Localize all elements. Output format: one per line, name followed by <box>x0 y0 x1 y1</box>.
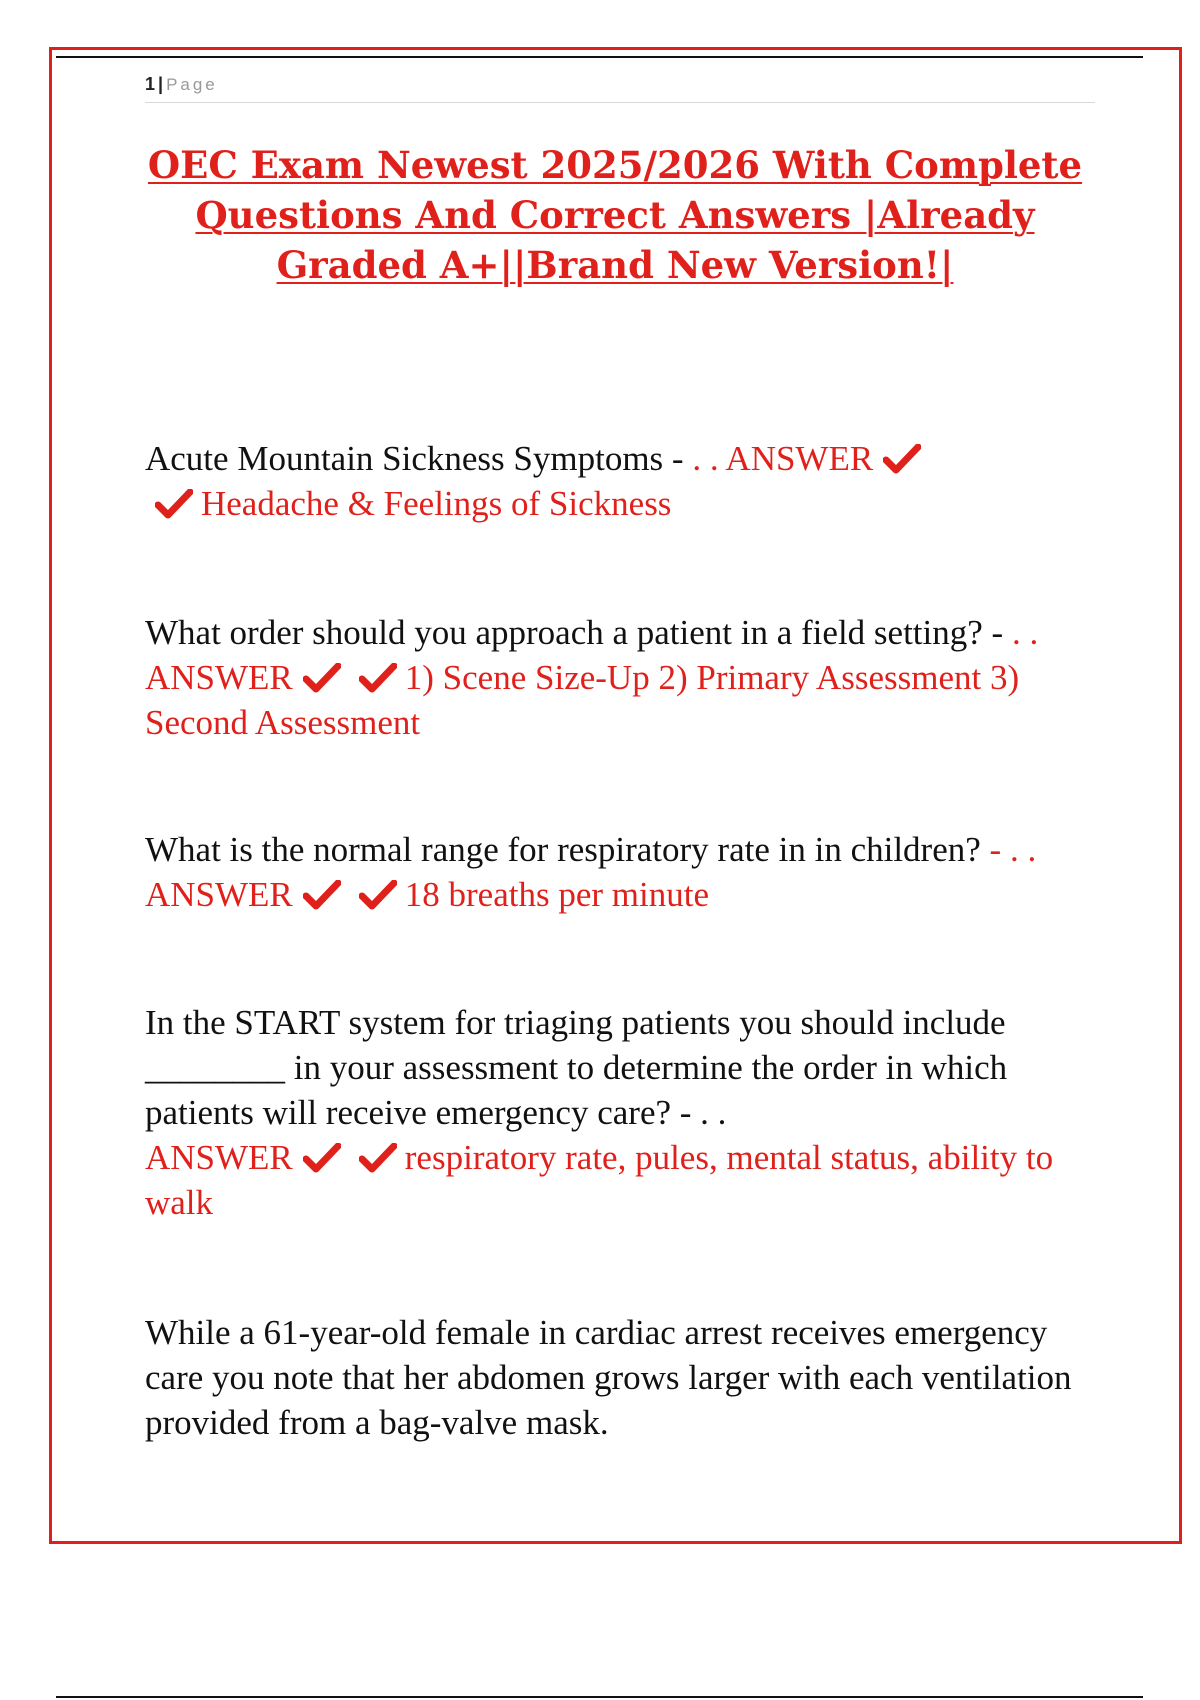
checkmark-icon <box>303 880 341 910</box>
answer-marker: . . ANSWER <box>692 439 874 478</box>
answer-text: Headache & Feelings of Sickness <box>201 484 672 523</box>
checkmark-icon <box>359 1143 397 1173</box>
qa-item-3 <box>145 827 1085 917</box>
question-text: What order should you approach a patient in a field setting? - <box>145 613 1012 652</box>
question-text: Acute Mountain Sickness Symptoms - <box>145 439 693 478</box>
page-separator: | <box>158 74 164 94</box>
question-text: What is the normal range for respiratory rate in in children? <box>145 830 990 869</box>
checkmark-icon <box>359 880 397 910</box>
answer-text: 1) Scene Size-Up 2) Primary Assessment 3) Second Assessment <box>145 658 1020 742</box>
qa-item-4 <box>145 1000 1085 1225</box>
bottom-rule <box>56 1696 1143 1698</box>
qa-item-2 <box>145 610 1085 745</box>
answer-marker: ANSWER <box>145 1138 293 1177</box>
checkmark-icon <box>359 663 397 693</box>
page-number: 1 <box>145 74 156 94</box>
answer-marker: . . ANSWER <box>145 613 1039 697</box>
answer-prefix: - <box>989 830 1010 869</box>
checkmark-icon <box>155 489 193 519</box>
document-title: OEC Exam Newest 2025/2026 With Complete Questions And Correct Answers |Already Graded A+||Brand New Version!| <box>147 143 1083 287</box>
answer-text: 18 breaths per minute <box>404 875 709 914</box>
qa-item-1 <box>145 436 1085 526</box>
page-header <box>145 74 1095 103</box>
question-text: In the START system for triaging patients you should include ________ in your assessment to determine the order in which patients will receive emergency care? - . . <box>145 1003 1008 1132</box>
checkmark-icon <box>303 663 341 693</box>
qa-item-5 <box>145 1310 1085 1445</box>
checkmark-icon <box>883 444 921 474</box>
answer-marker: . . ANSWER <box>145 830 1037 914</box>
question-text: While a 61-year-old female in cardiac arrest receives emergency care you note that her abdomen grows larger with each ventilation provided from a bag-valve mask. <box>145 1313 1072 1442</box>
checkmark-icon <box>303 1143 341 1173</box>
page-label: Page <box>166 75 218 94</box>
top-rule <box>56 56 1143 58</box>
answer-text: respiratory rate, pules, mental status, ability to walk <box>145 1138 1054 1222</box>
